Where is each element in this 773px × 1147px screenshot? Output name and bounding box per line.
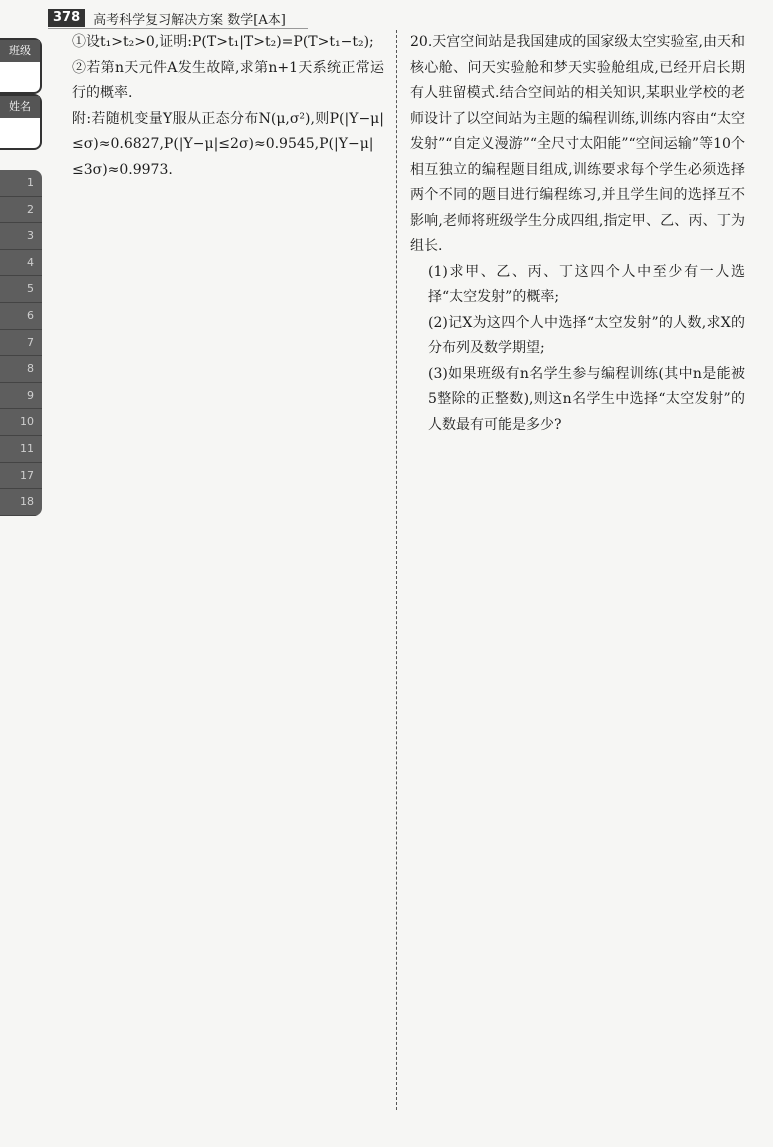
name-box xyxy=(0,94,42,150)
header-rule xyxy=(48,28,308,29)
class-label: 班级 xyxy=(0,40,40,62)
chapter-tab[interactable]: 7 xyxy=(0,330,42,357)
chapter-tab[interactable]: 8 xyxy=(0,356,42,383)
chapter-tab[interactable]: 3 xyxy=(0,223,42,250)
chapter-tab[interactable]: 9 xyxy=(0,383,42,410)
book-title: 高考科学复习解决方案 数学[A本] xyxy=(93,12,286,28)
probability-part: ②若第n天元件A发生故障,求第n+1天系统正常运行的概率. xyxy=(72,59,384,101)
chapter-tab[interactable]: 4 xyxy=(0,250,42,277)
question-text: 天宫空间站是我国建成的国家级太空实验室,由天和核心舱、问天实验舱和梦天实验舱组成,已经开启长期有人驻留模式.结合空间站的相关知识,某职业学校的老师设计了以空间站为主题的编程训练,训练内容由“太空发射”“自定义漫游”“全尺寸太阳能”“空间运输”等10个相互独立的编程题目组成,训练要求每个学生必须选择两个不同的题目进行编程练习,并且学生间的选择互不影响,老师将班级学生分成四组,指定甲、乙、丙、丁为组长. xyxy=(410,34,745,254)
chapter-tab[interactable]: 1 xyxy=(0,170,42,197)
column-divider xyxy=(396,30,397,1110)
chapter-tab[interactable]: 18 xyxy=(0,489,42,516)
name-label: 姓名 xyxy=(0,96,40,118)
chapter-tab[interactable]: 6 xyxy=(0,303,42,330)
page-header xyxy=(48,8,286,28)
proof-part: ①设t₁>t₂>0,证明:P(T>t₁|T>t₂)=P(T>t₁−t₂); xyxy=(72,34,374,50)
question-intro xyxy=(410,30,745,260)
question-part-3: (3)如果班级有n名学生参与编程训练(其中n是能被5整除的正整数),则这n名学生中选择“太空发射”的人数最有可能是多少? xyxy=(428,365,745,433)
right-column xyxy=(410,30,745,438)
chapter-tab[interactable]: 11 xyxy=(0,436,42,463)
question-number: 20. xyxy=(410,34,433,50)
question-part-2: (2)记X为这四个人中选择“太空发射”的人数,求X的分布列及数学期望; xyxy=(428,314,745,356)
left-column xyxy=(72,30,384,183)
chapter-tab[interactable]: 17 xyxy=(0,463,42,490)
question-part-1: (1)求甲、乙、丙、丁这四个人中至少有一人选择“太空发射”的概率; xyxy=(428,263,745,305)
chapter-tab[interactable]: 2 xyxy=(0,197,42,224)
page-number: 378 xyxy=(48,9,85,27)
chapter-tabs xyxy=(0,170,42,516)
class-box xyxy=(0,38,42,94)
chapter-tab[interactable]: 5 xyxy=(0,276,42,303)
chapter-tab[interactable]: 10 xyxy=(0,409,42,436)
appendix-note: 附:若随机变量Y服从正态分布N(μ,σ²),则P(|Y−μ|≤σ)≈0.6827,P(|Y−μ|≤2σ)≈0.9545,P(|Y−μ|≤3σ)≈0.9973. xyxy=(72,110,384,178)
